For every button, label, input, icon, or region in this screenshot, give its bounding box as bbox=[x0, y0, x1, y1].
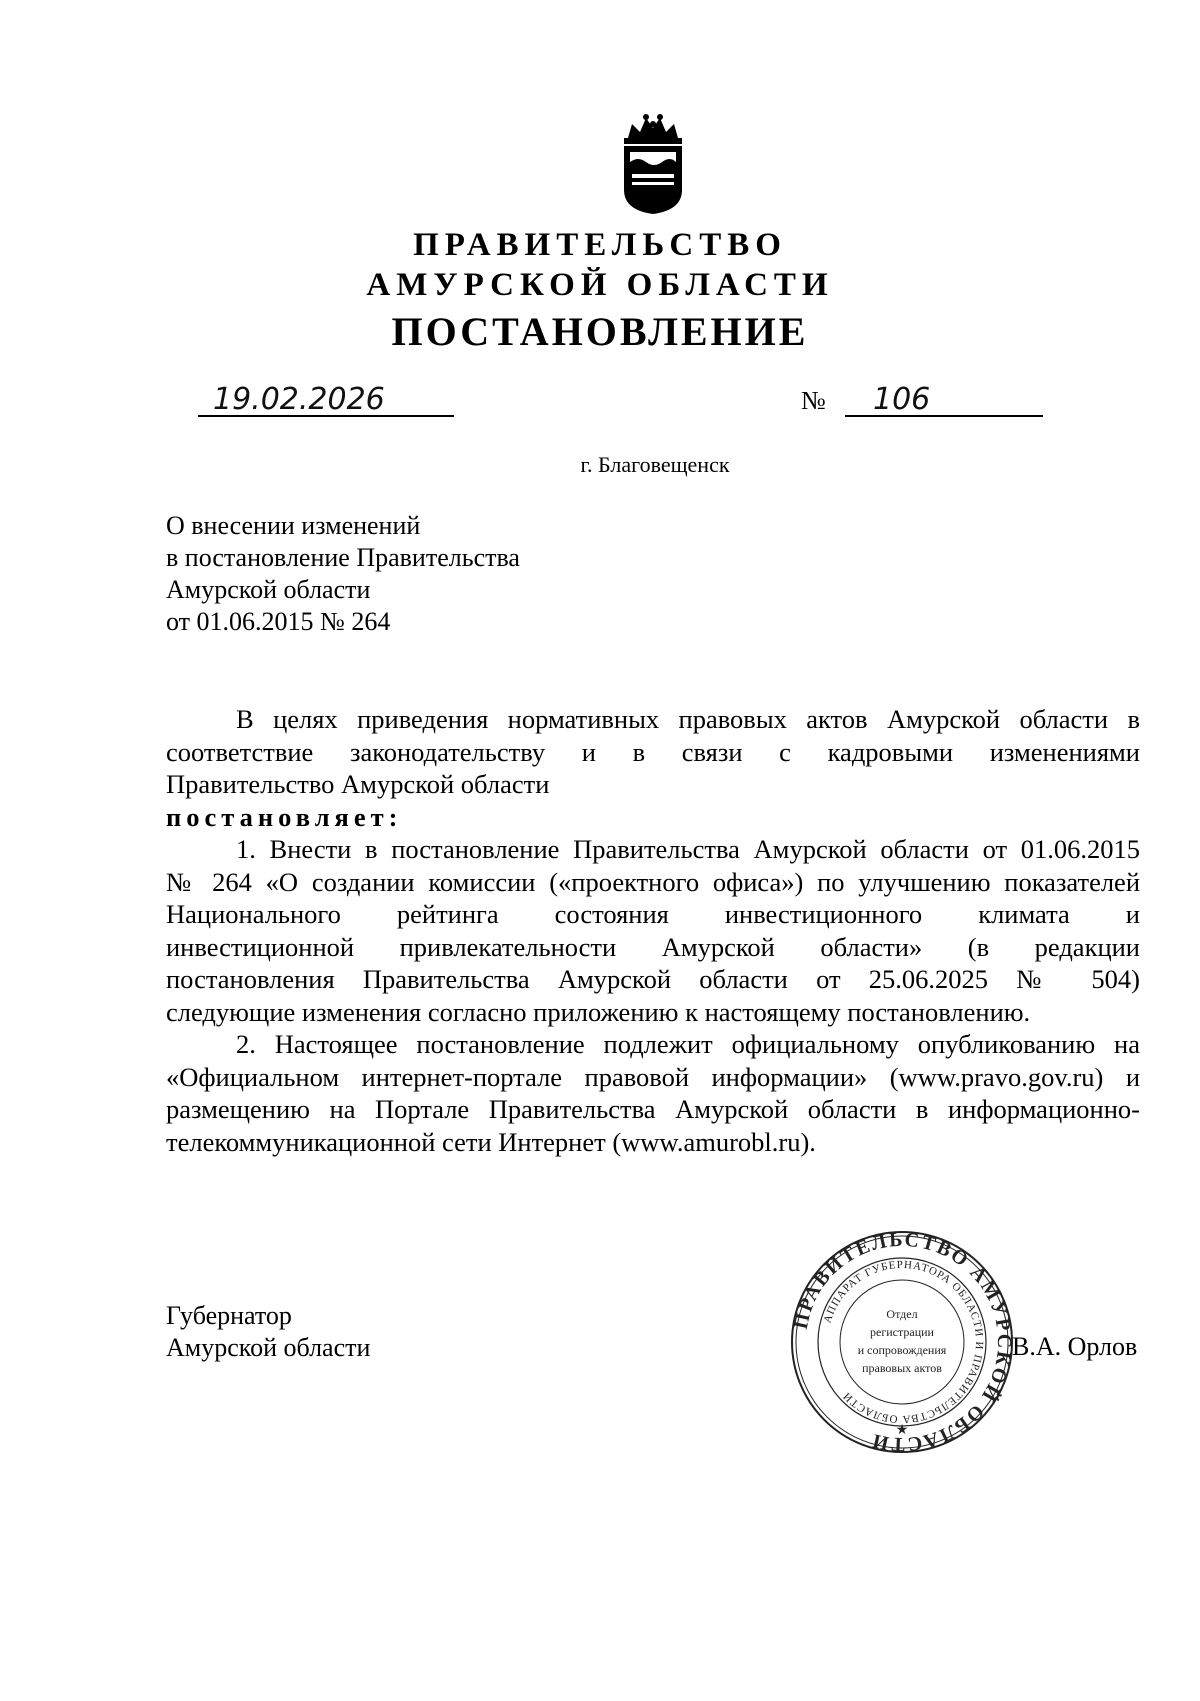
document-date: 19.02.2026 bbox=[213, 382, 385, 417]
intro-line: Правительство Амурской области bbox=[166, 769, 550, 799]
paragraph-2-line: размещению на Портале Правительства Амурской области в информационно- bbox=[166, 1094, 1140, 1124]
org-name-line1: ПРАВИТЕЛЬСТВО bbox=[413, 227, 787, 263]
stamp-center-line: регистрации bbox=[870, 1325, 934, 1339]
number-underline bbox=[845, 415, 1043, 417]
paragraph-1-line: постановления Правительства Амурской области от 25.06.2025 № 504) bbox=[166, 964, 1140, 994]
coat-of-arms-icon bbox=[610, 112, 696, 216]
position-line: Амурской области bbox=[166, 1333, 371, 1362]
stamp-center-line: и сопровождения bbox=[857, 1343, 947, 1357]
star-icon: ★ bbox=[895, 1423, 909, 1438]
stamp-center-line: Отдел bbox=[886, 1307, 918, 1321]
stamp-outer-text: ПРАВИТЕЛЬСТВО АМУРСКОЙ ОБЛАСТИ bbox=[789, 1228, 1016, 1456]
signatory-name: В.А. Орлов bbox=[1012, 1332, 1138, 1361]
city-name: г. Благовещенск bbox=[580, 452, 730, 477]
org-name-line2: АМУРСКОЙ ОБЛАСТИ bbox=[366, 267, 834, 303]
intro-line: соответствие законодательству и в связи с кадровыми изменениями bbox=[166, 736, 1140, 767]
subject-line: в постановление Правительства bbox=[166, 543, 520, 572]
subject-line: О внесении изменений bbox=[166, 511, 421, 540]
position-line: Губернатор bbox=[166, 1301, 292, 1330]
resolves-word: постановляет: bbox=[166, 801, 403, 832]
paragraph-2-line: «Официальном интернет-портале правовой информации» (www.pravo.gov.ru) и bbox=[166, 1061, 1140, 1092]
intro-line: В целях приведения нормативных правовых актов Амурской области в bbox=[236, 704, 1140, 734]
paragraph-2-line: телекоммуникационной сети Интернет (www.amurobl.ru). bbox=[166, 1126, 816, 1157]
subject-line: от 01.06.2015 № 264 bbox=[166, 607, 391, 636]
paragraph-2-line: 2. Настоящее постановление подлежит официальному опубликованию на bbox=[236, 1029, 1140, 1059]
document-body bbox=[166, 703, 1140, 1158]
paragraph-1-line: инвестиционной привлекательности Амурской области» (в редакции bbox=[166, 931, 1140, 962]
document-type-title: ПОСТАНОВЛЕНИЕ bbox=[391, 309, 809, 354]
official-stamp-seal bbox=[788, 1228, 1016, 1456]
paragraph-1-line: № 264 «О создании комиссии («проектного офиса») по улучшению показателей bbox=[166, 866, 1140, 897]
paragraph-1-line: следующие изменения согласно приложению к настоящему постановлению. bbox=[166, 996, 1031, 1027]
number-sign: № bbox=[801, 386, 826, 415]
paragraph-1-line: 1. Внести в постановление Правительства Амурской области от 01.06.2015 bbox=[236, 834, 1140, 864]
paragraph-1-line: Национального рейтинга состояния инвестиционного климата и bbox=[166, 899, 1140, 929]
document-subject bbox=[166, 510, 520, 638]
stamp-center-line: правовых актов bbox=[862, 1361, 942, 1375]
date-underline bbox=[198, 415, 454, 417]
document-number: 106 bbox=[873, 382, 931, 417]
signatory-position bbox=[166, 1300, 370, 1364]
stamp-ring-text: АППАРАТ ГУБЕРНАТОРА ОБЛАСТИ И ПРАВИТЕЛЬСТВА ОБЛАСТИ bbox=[821, 1258, 986, 1426]
subject-line: Амурской области bbox=[166, 575, 371, 604]
